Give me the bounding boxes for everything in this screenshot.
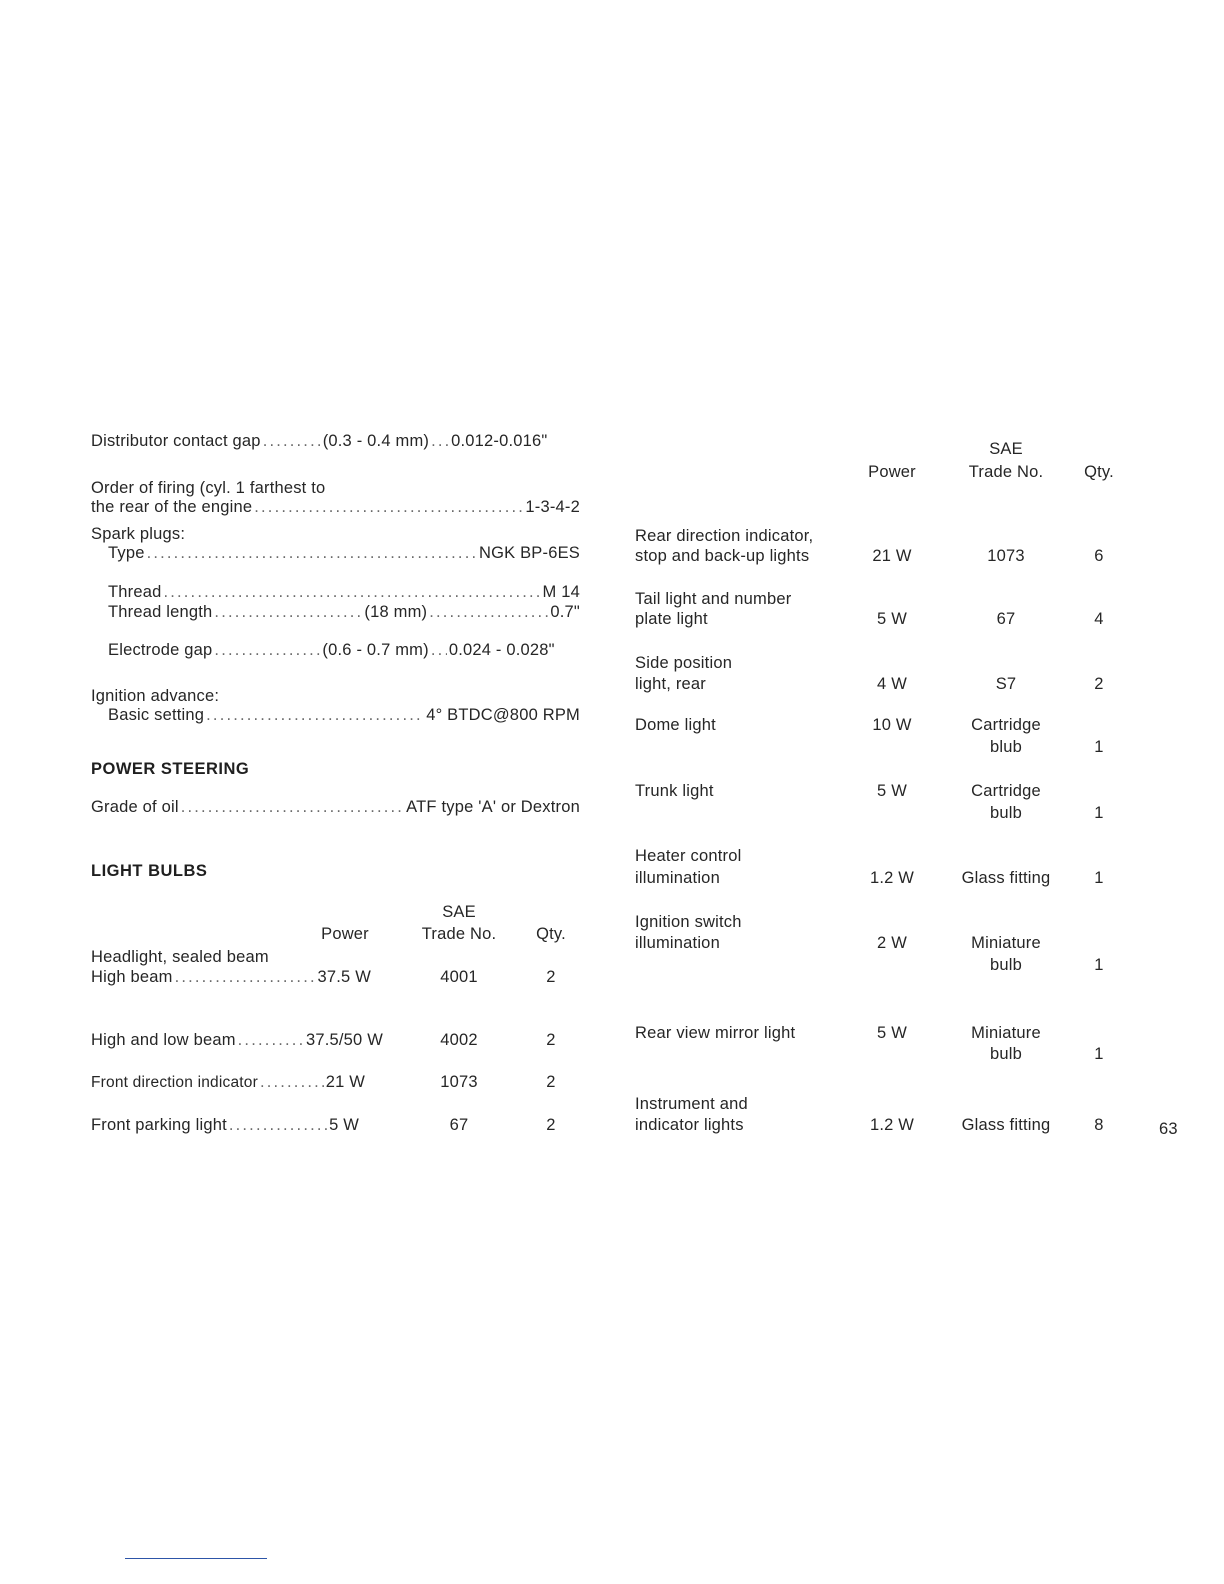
grade-of-oil-label: Grade of oil [91, 798, 179, 816]
leader-dots [254, 498, 523, 517]
electrode-gap-metric: (0.6 - 0.7 mm) [322, 641, 429, 659]
bulb-trade-no-line2: bulb [990, 1045, 1022, 1063]
table-row [91, 968, 371, 987]
leader-dots [181, 798, 404, 817]
bulb-qty: 2 [546, 1031, 556, 1049]
bulb-name-line1: Heater control [635, 847, 742, 865]
col-sae-header: SAE [442, 903, 476, 921]
firing-order-line2: the rear of the engine [91, 498, 253, 516]
bulb-name-line1: Ignition switch [635, 913, 742, 931]
bulb-name-line2: stop and back-up lights [635, 547, 810, 565]
bulb-qty: 2 [1094, 675, 1104, 693]
page-number: 63 [1159, 1120, 1178, 1138]
bulb-power: 5 W [877, 782, 907, 800]
table-row [91, 1073, 365, 1092]
basic-setting-label: Basic setting [108, 706, 205, 724]
bulb-qty: 2 [546, 968, 556, 986]
bulb-trade-no-line1: Miniature [971, 934, 1041, 952]
bulb-name-line1: Side position [635, 654, 733, 672]
col-qty-header: Qty. [536, 925, 566, 943]
bulb-name-line2: illumination [635, 934, 720, 952]
bulb-trade-no-line2: bulb [990, 804, 1022, 822]
bulb-name: High and low beam [91, 1031, 236, 1049]
distributor-metric: (0.3 - 0.4 mm) [322, 432, 430, 450]
ignition-advance-label: Ignition advance: [91, 687, 220, 705]
bulb-name-line2: light, rear [635, 675, 706, 693]
table-row [91, 1031, 383, 1050]
bulb-name-line1: Trunk light [635, 782, 714, 800]
bulb-power: 37.5/50 W [305, 1031, 383, 1049]
thread-length-label: Thread length [108, 603, 213, 621]
spark-plug-thread-row [108, 583, 580, 602]
bulb-name-line1: Instrument and [635, 1095, 748, 1113]
right-col-trade-header: Trade No. [968, 463, 1044, 481]
bulb-trade-no-line1: Cartridge [971, 716, 1041, 734]
bulb-name-line2: illumination [635, 869, 720, 887]
bulb-power: 1.2 W [869, 869, 915, 887]
electrode-gap-row [108, 641, 580, 660]
leader-dots [206, 706, 424, 725]
bulb-qty: 1 [1094, 869, 1104, 887]
bulb-name: High beam [91, 968, 173, 986]
footnote-rule [125, 1558, 267, 1559]
leader-dots [175, 968, 316, 987]
bulb-trade-no-line2: bulb [990, 956, 1022, 974]
bulb-name-line1: Dome light [635, 716, 716, 734]
spark-plug-thread-value: M 14 [542, 583, 580, 601]
leader-dots [147, 544, 477, 563]
bulb-power: 5 W [877, 610, 907, 628]
grade-of-oil-row [91, 798, 580, 817]
bulb-trade-no: S7 [995, 675, 1017, 693]
firing-order-row [91, 498, 580, 517]
bulb-power: 5 W [329, 1116, 359, 1134]
bulb-trade-no: 1073 [440, 1073, 478, 1091]
bulb-power: 37.5 W [317, 968, 371, 986]
spark-plug-thread-length-row [108, 603, 580, 622]
bulb-trade-no: 4001 [440, 968, 478, 986]
bulb-trade-no: 67 [996, 610, 1016, 628]
bulb-trade-no: 67 [449, 1116, 469, 1134]
leader-dots [214, 603, 362, 622]
bulb-trade-no-line2: blub [990, 738, 1022, 756]
right-col-power-header: Power [868, 463, 916, 481]
bulb-name-line1: Tail light and number [635, 590, 792, 608]
spark-plug-thread-label: Thread [108, 583, 162, 601]
bulb-name: Front direction indicator [91, 1074, 258, 1091]
leader-dots [214, 641, 320, 660]
spark-plug-type-label: Type [108, 544, 145, 562]
bulb-qty: 4 [1094, 610, 1104, 628]
bulb-name-line1: Rear direction indicator, [635, 527, 814, 545]
bulb-name: Front parking light [91, 1116, 227, 1134]
bulb-trade-no: 4002 [440, 1031, 478, 1049]
bulb-qty: 6 [1094, 547, 1104, 565]
basic-setting-row [108, 706, 580, 725]
light-bulbs-heading: LIGHT BULBS [91, 862, 208, 880]
leader-dots [431, 432, 449, 451]
right-col-qty-header: Qty. [1084, 463, 1114, 481]
bulb-trade-no-line1: Miniature [971, 1024, 1041, 1042]
col-power-header: Power [321, 925, 369, 943]
leader-dots [163, 583, 540, 602]
distributor-label: Distributor contact gap [91, 432, 261, 450]
bulb-power: 2 W [877, 934, 907, 952]
spark-plug-type-value: NGK BP-6ES [478, 544, 580, 562]
bulb-qty: 2 [546, 1116, 556, 1134]
power-steering-heading: POWER STEERING [91, 760, 250, 778]
bulb-power: 5 W [877, 1024, 907, 1042]
leader-dots [429, 603, 548, 622]
bulb-trade-no-line1: Cartridge [971, 782, 1041, 800]
spark-plugs-label: Spark plugs: [91, 525, 186, 543]
right-col-sae-header: SAE [989, 440, 1023, 458]
bulb-qty: 1 [1094, 956, 1104, 974]
distributor-contact-gap-row [91, 432, 580, 451]
thread-length-value: 0.7" [550, 603, 580, 621]
bulb-name-line1: Rear view mirror light [635, 1024, 796, 1042]
grade-of-oil-value: ATF type 'A' or Dextron [406, 798, 580, 816]
bulb-power: 1.2 W [869, 1116, 915, 1134]
spark-plug-type-row [108, 544, 580, 563]
thread-length-metric: (18 mm) [364, 603, 428, 621]
basic-setting-value: 4° BTDC@800 RPM [426, 706, 580, 724]
bulb-name-line2: indicator lights [635, 1116, 744, 1134]
bulb-qty: 1 [1094, 804, 1104, 822]
bulb-qty: 1 [1094, 738, 1104, 756]
bulb-trade-no: 1073 [987, 547, 1025, 565]
table-row [91, 1116, 359, 1135]
headlight-sealed-beam-label: Headlight, sealed beam [91, 948, 269, 966]
bulb-qty: 1 [1094, 1045, 1104, 1063]
leader-dots [238, 1031, 304, 1050]
electrode-gap-label: Electrode gap [108, 641, 213, 659]
bulb-power: 21 W [872, 547, 912, 565]
leader-dots [431, 641, 447, 660]
col-trade-header: Trade No. [421, 925, 497, 943]
bulb-power: 4 W [877, 675, 907, 693]
bulb-power: 10 W [872, 716, 912, 734]
firing-order-value: 1-3-4-2 [525, 498, 580, 516]
leader-dots [263, 432, 321, 451]
firing-order-line1: Order of firing (cyl. 1 farthest to [91, 479, 326, 497]
bulb-power: 21 W [325, 1073, 365, 1091]
bulb-qty: 2 [546, 1073, 556, 1091]
leader-dots [229, 1116, 327, 1135]
bulb-trade-no: Glass fitting [961, 1116, 1051, 1134]
leader-dots [260, 1073, 324, 1092]
bulb-name-line2: plate light [635, 610, 708, 628]
distributor-value: 0.012-0.016" [451, 432, 548, 450]
bulb-trade-no: Glass fitting [961, 869, 1051, 887]
bulb-qty: 8 [1094, 1116, 1104, 1134]
electrode-gap-value: 0.024 - 0.028" [448, 641, 555, 659]
